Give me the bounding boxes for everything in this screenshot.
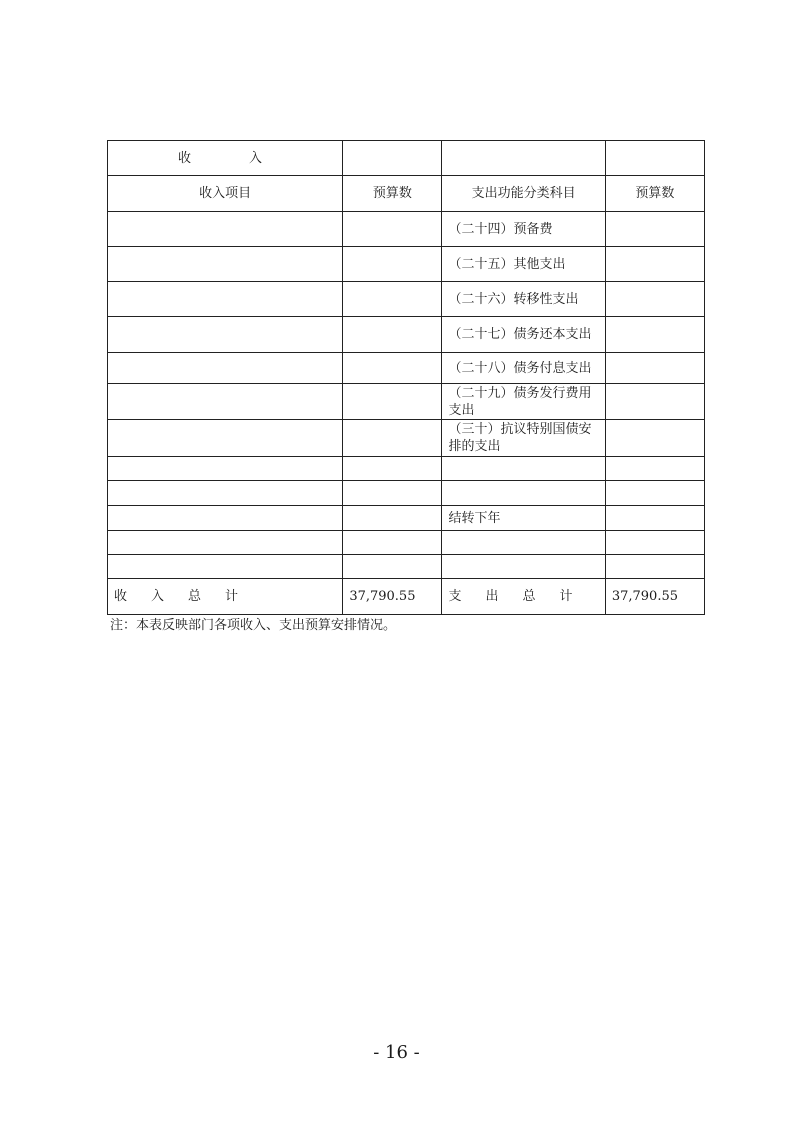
table-row	[108, 384, 705, 420]
income-budget-cell	[343, 353, 442, 384]
expense-category-cell: （二十六）转移性支出	[442, 282, 605, 317]
expense-category-cell: （二十八）债务付息支出	[442, 353, 605, 384]
header-income-budget: 预算数	[343, 176, 442, 212]
table-row	[108, 481, 705, 506]
expense-budget-cell	[605, 282, 704, 317]
expense-budget-cell	[605, 481, 704, 506]
table-row	[108, 353, 705, 384]
expense-category-cell: （三十）抗议特别国债安排的支出	[442, 420, 605, 457]
income-total-label	[108, 579, 343, 615]
table-row	[108, 282, 705, 317]
income-item-cell	[108, 531, 343, 555]
total-label-char: 入	[151, 589, 165, 604]
income-budget-cell	[343, 247, 442, 282]
empty-cell	[442, 141, 605, 176]
expense-budget-cell	[605, 384, 704, 420]
total-label-char: 出	[485, 589, 499, 604]
total-label-char: 总	[188, 589, 202, 604]
budget-table	[107, 140, 705, 615]
income-item-cell	[108, 506, 343, 531]
income-budget-cell	[343, 317, 442, 353]
section-title-char: 收	[178, 150, 192, 166]
expense-budget-cell	[605, 353, 704, 384]
expense-category-cell: （二十九）债务发行费用支出	[442, 384, 605, 420]
income-item-cell	[108, 282, 343, 317]
income-item-cell	[108, 481, 343, 506]
table-row	[108, 212, 705, 247]
header-row	[108, 176, 705, 212]
total-label-char: 计	[559, 589, 573, 604]
empty-cell	[605, 141, 704, 176]
expense-budget-cell	[605, 212, 704, 247]
income-budget-cell	[343, 531, 442, 555]
expense-total-label	[442, 579, 605, 615]
expense-budget-cell	[605, 247, 704, 282]
income-budget-cell	[343, 481, 442, 506]
section-title-char: 入	[249, 150, 263, 166]
total-label-char: 收	[114, 589, 128, 604]
header-expense-category: 支出功能分类科目	[442, 176, 605, 212]
empty-cell	[343, 141, 442, 176]
expense-category-cell	[442, 555, 605, 579]
table-note: 注：本表反映部门各项收入、支出预算安排情况。	[110, 618, 397, 633]
income-total-value: 37,790.55	[343, 579, 442, 615]
income-budget-cell	[343, 282, 442, 317]
income-item-cell	[108, 247, 343, 282]
income-section-title	[108, 141, 343, 176]
income-budget-cell	[343, 384, 442, 420]
table-row	[108, 506, 705, 531]
income-budget-cell	[343, 457, 442, 481]
table-row	[108, 420, 705, 457]
expense-category-cell: （二十四）预备费	[442, 212, 605, 247]
table-row	[108, 317, 705, 353]
expense-category-cell: （二十七）债务还本支出	[442, 317, 605, 353]
income-item-cell	[108, 212, 343, 247]
income-item-cell	[108, 457, 343, 481]
expense-category-cell: 结转下年	[442, 506, 605, 531]
expense-total-value: 37,790.55	[605, 579, 704, 615]
section-title-row	[108, 141, 705, 176]
page-number: - 16 -	[373, 1042, 420, 1063]
total-label-char: 支	[448, 589, 462, 604]
expense-category-cell	[442, 531, 605, 555]
income-item-cell	[108, 420, 343, 457]
expense-category-cell: （二十五）其他支出	[442, 247, 605, 282]
expense-budget-cell	[605, 555, 704, 579]
income-item-cell	[108, 555, 343, 579]
expense-category-cell	[442, 457, 605, 481]
income-item-cell	[108, 317, 343, 353]
expense-budget-cell	[605, 317, 704, 353]
table-row	[108, 555, 705, 579]
total-label-char: 计	[225, 589, 239, 604]
header-income-item: 收入项目	[108, 176, 343, 212]
expense-budget-cell	[605, 506, 704, 531]
income-budget-cell	[343, 420, 442, 457]
expense-budget-cell	[605, 420, 704, 457]
table-row	[108, 247, 705, 282]
total-label-char: 总	[522, 589, 536, 604]
income-budget-cell	[343, 212, 442, 247]
income-item-cell	[108, 384, 343, 420]
expense-category-cell	[442, 481, 605, 506]
income-item-cell	[108, 353, 343, 384]
table-row	[108, 457, 705, 481]
table-row	[108, 531, 705, 555]
income-budget-cell	[343, 506, 442, 531]
totals-row	[108, 579, 705, 615]
income-budget-cell	[343, 555, 442, 579]
expense-budget-cell	[605, 457, 704, 481]
header-expense-budget: 预算数	[605, 176, 704, 212]
expense-budget-cell	[605, 531, 704, 555]
